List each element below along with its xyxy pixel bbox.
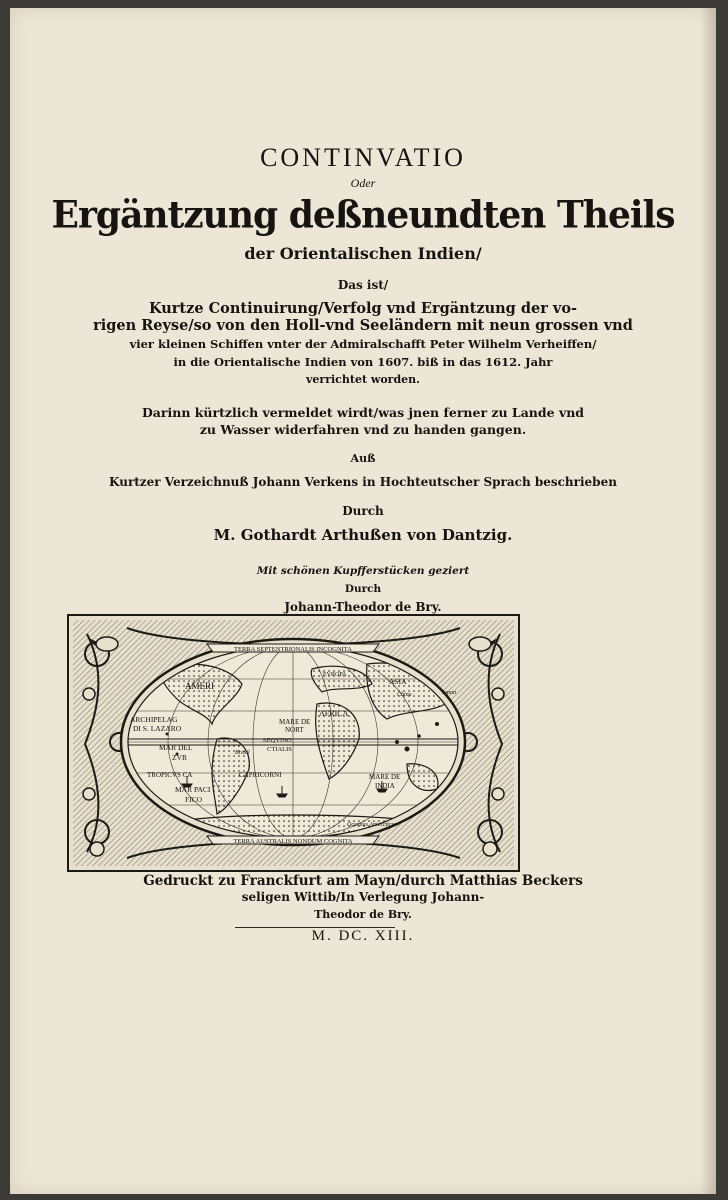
imprint-line-3: Theodor de Bry. [314, 908, 412, 921]
label-mare-de-nort: MARE DE [279, 718, 311, 726]
world-map-svg [67, 614, 520, 872]
title-page [10, 8, 716, 1194]
label-capricorni: CAPRICORNI [239, 771, 282, 779]
description-line-3: vier kleinen Schiffen vnter der Admiralschafft Peter Wilhelm Verheiffen/ [129, 337, 597, 351]
darinn-line-1: Darinn kürtzlich vermeldet wirdt/was jnen ferner zu Lande vnd [141, 405, 585, 420]
durch-2: Durch [344, 583, 382, 595]
label-lazaro: DI S. LAZARO [133, 724, 182, 733]
label-iapan: Iapan [442, 690, 456, 696]
title-continvatio: CONTINVATIO [260, 143, 466, 172]
darinn-line-2: zu Wasser widerfahren vnd zu handen gangen. [199, 422, 527, 437]
imprint-line-2: seligen Wittib/In Verlegung Johann- [241, 890, 485, 904]
title-ergaentzung: Ergäntzung deßneundten Theils [51, 192, 675, 238]
label-india: INDIA [375, 782, 395, 790]
label-asia: ASIA [389, 677, 407, 686]
label-mare-de-india: MARE DE [369, 773, 401, 781]
label-america: AMERI [185, 681, 214, 691]
label-brasil: Brasil [235, 750, 250, 756]
label-mar-paci: MAR PACI [175, 785, 211, 794]
world-map-engraving [67, 614, 520, 872]
label-fico: FICO [185, 795, 203, 804]
label-tropicus: TROPICVS CA [147, 771, 193, 779]
label-archipelago: ARCHIPELAG [130, 715, 178, 724]
description-line-1: Kurtze Continuirung/Verfolg vnd Ergäntzung der vo- [148, 300, 578, 317]
label-nort: NORT [285, 726, 304, 734]
author: M. Gothardt Arthußen von Dantzig. [213, 526, 513, 544]
title-orientalischen-indien: der Orientalischen Indien/ [244, 244, 482, 263]
das-ist: Das ist/ [337, 278, 389, 292]
durch-1: Durch [342, 504, 384, 518]
label-aequino: AEQVINO [262, 737, 292, 744]
label-mar-del: MAR DEL [159, 743, 193, 752]
label-europa: EVROPA [323, 672, 347, 678]
oder-1: Oder [350, 176, 376, 190]
description-line-5: verrichtet worden. [306, 373, 420, 386]
label-oceanus: Oceanus Antarcticus [347, 822, 397, 828]
kurtzer-verzeichnuss: Kurtzer Verzeichnuß Johann Verkens in Hochteutscher Sprach beschrieben [109, 475, 617, 489]
label-africa: AFRICA [319, 709, 349, 718]
mit-schoenen-kupfferstuecken: Mit schönen Kupfferstücken geziert [256, 565, 470, 577]
label-china: China [397, 692, 412, 698]
label-ctialis: CTIALIS [267, 746, 292, 753]
publication-year: M. DC. XIII. [311, 928, 415, 944]
description-line-2: rigen Reyse/so von den Holl-vnd Seeländern mit neun grossen vnd [93, 317, 633, 334]
label-bottom: TERRA AUSTRALIS NONDUM COGNITA [233, 838, 353, 845]
auss: Auß [350, 452, 376, 465]
label-zur: ZVR [172, 753, 187, 762]
imprint-line-1: Gedruckt zu Franckfurt am Mayn/durch Matthias Beckers [143, 873, 583, 889]
engraver: Johann-Theodor de Bry. [284, 600, 442, 614]
label-top: TERRA SEPTENTRIONALIS INCOGNITA [234, 646, 352, 653]
description-line-4: in die Orientalische Indien von 1607. biß in das 1612. Jahr [173, 355, 553, 369]
